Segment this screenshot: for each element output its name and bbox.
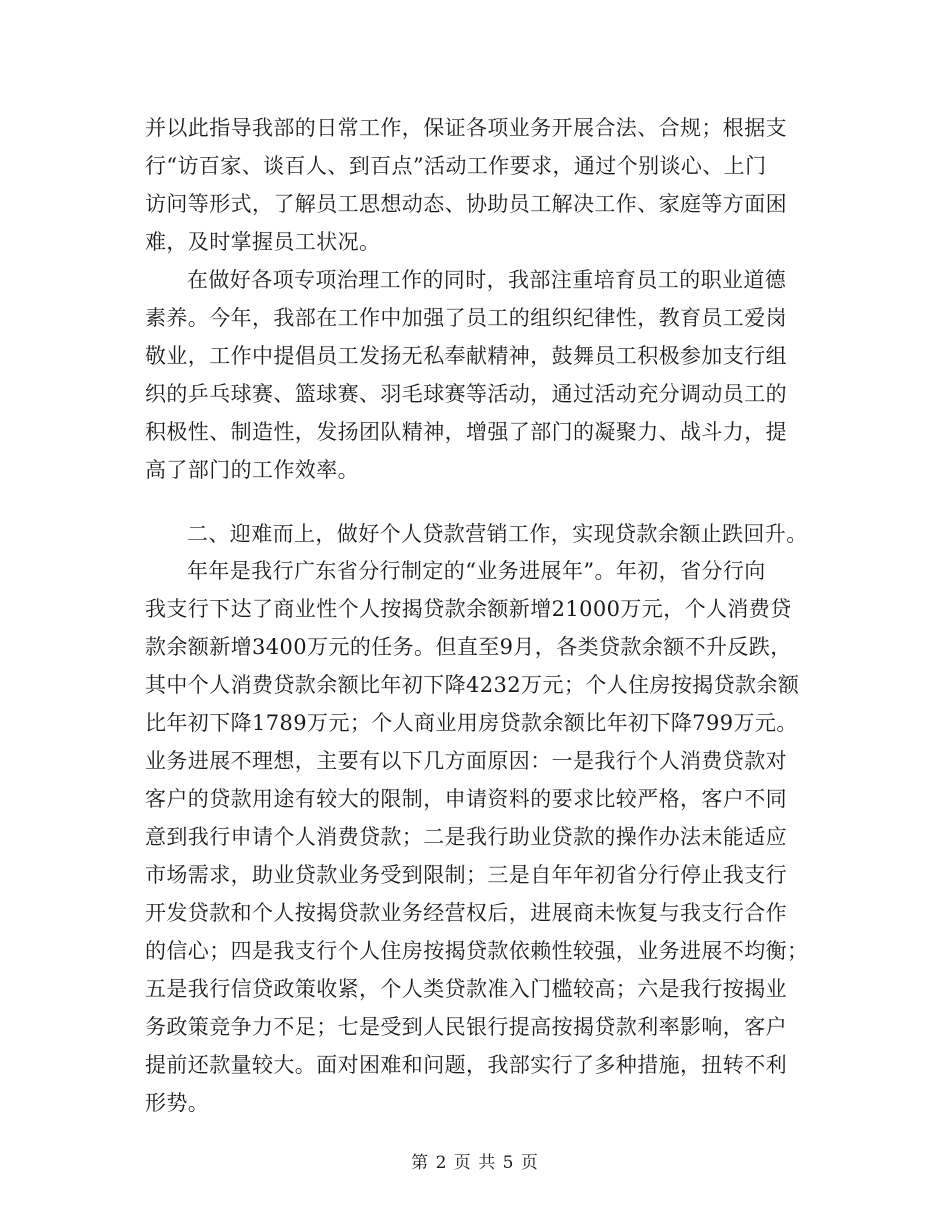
text-line: 并以此指导我部的日常工作，保证各项业务开展合法、合规；根据支	[145, 116, 787, 140]
text-line: 年年是我行广东省分行制定的“业务进展年”。年初，省分行向	[187, 559, 766, 583]
text-line: 敬业，工作中提倡员工发扬无私奉献精神，鼓舞员工积极参加支行组	[145, 344, 787, 368]
text-line: 务政策竞争力不足；七是受到人民银行提高按揭贷款利率影响，客户	[145, 1015, 787, 1039]
text-line: 五是我行信贷政策收紧，个人类贷款准入门槛较高；六是我行按揭业	[145, 977, 787, 1001]
text-line: 其中个人消费贷款余额比年初下降4232万元；个人住房按揭贷款余额	[145, 673, 800, 697]
text-line: 业务进展不理想，主要有以下几方面原因：一是我行个人消费贷款对	[145, 749, 787, 773]
text-line: 比年初下降1789万元；个人商业用房贷款余额比年初下降799万元。	[145, 711, 798, 735]
text-line: 提前还款量较大。面对困难和问题，我部实行了多种措施，扭转不利	[145, 1053, 787, 1077]
page-number-footer: 第 2 页 共 5 页	[411, 1153, 539, 1173]
text-line: 意到我行申请个人消费贷款；二是我行助业贷款的操作办法未能适应	[145, 825, 787, 849]
text-line: 素养。今年，我部在工作中加强了员工的组织纪律性，教育员工爱岗	[145, 306, 787, 330]
text-line: 形势。	[145, 1091, 210, 1115]
text-line: 积极性、制造性，发扬团队精神，增强了部门的凝聚力、战斗力，提	[145, 420, 787, 444]
text-line: 市场需求，助业贷款业务受到限制；三是自年年初省分行停止我支行	[145, 863, 787, 887]
text-line: 开发贷款和个人按揭贷款业务经营权后，进展商未恢复与我支行合作	[145, 901, 787, 925]
text-line: 织的乒乓球赛、篮球赛、羽毛球赛等活动，通过活动充分调动员工的	[145, 382, 787, 406]
text-line: 行“访百家、谈百人、到百点”活动工作要求，通过个别谈心、上门	[145, 154, 767, 178]
text-line: 访问等形式，了解员工思想动态、协助员工解决工作、家庭等方面困	[145, 192, 787, 216]
text-line: 我支行下达了商业性个人按揭贷款余额新增21000万元，个人消费贷	[145, 597, 792, 621]
text-line: 高了部门的工作效率。	[145, 458, 359, 482]
text-line: 在做好各项专项治理工作的同时，我部注重培育员工的职业道德	[187, 268, 787, 292]
text-line: 客户的贷款用途有较大的限制，申请资料的要求比较严格，客户不同	[145, 787, 787, 811]
section-heading: 二、迎难而上，做好个人贷款营销工作，实现贷款余额止跌回升。	[187, 522, 808, 546]
text-line: 难，及时掌握员工状况。	[145, 230, 381, 254]
text-line: 的信心；四是我支行个人住房按揭贷款依赖性较强，业务进展不均衡；	[145, 939, 809, 963]
text-line: 款余额新增3400万元的任务。但直至9月，各类贷款余额不升反跌，	[145, 635, 792, 659]
